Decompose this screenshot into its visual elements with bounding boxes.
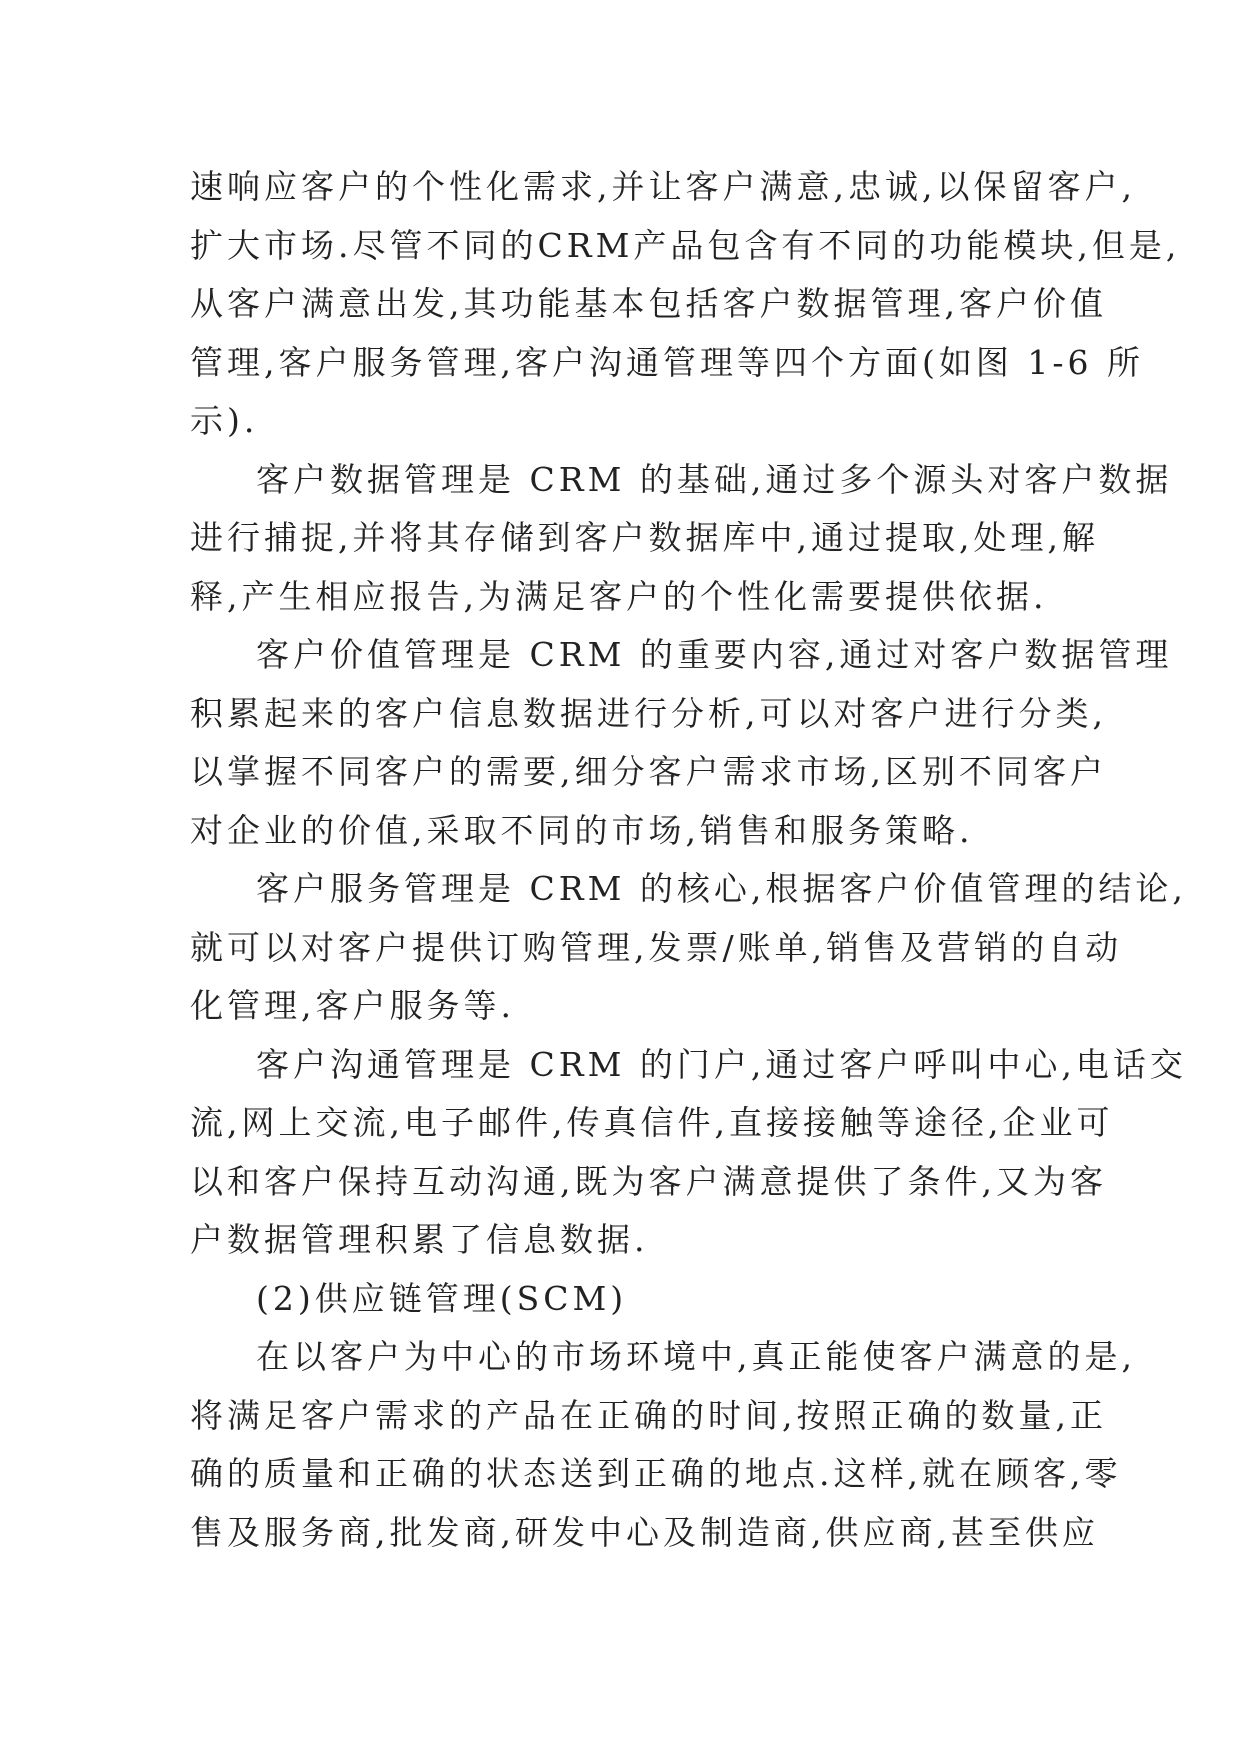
paragraph-customer-service-management (190, 860, 1187, 1036)
text-line: 速响应客户的个性化需求,并让客户满意,忠诚,以保留客户, (190, 167, 1136, 206)
paragraph-crm-functions (190, 158, 1181, 451)
paragraph-customer-value-management (190, 626, 1173, 860)
text-line: 确的质量和正确的状态送到正确的地点.这样,就在顾客,零 (190, 1454, 1122, 1493)
text-line: 释,产生相应报告,为满足客户的个性化需要提供依据. (190, 576, 1048, 616)
text-line: 客户价值管理是 CRM 的重要内容,通过对客户数据管理 (256, 635, 1173, 674)
text-line: 在以客户为中心的市场环境中,真正能使客户满意的是, (256, 1337, 1136, 1376)
text-line: 进行捕捉,并将其存储到客户数据库中,通过提取,处理,解 (190, 518, 1099, 557)
document-body (190, 158, 1187, 1562)
section-heading-scm (190, 1270, 1070, 1329)
paragraph-customer-communication-management (190, 1036, 1187, 1270)
text-line: 流,网上交流,电子邮件,传真信件,直接接触等途径,企业可 (190, 1103, 1114, 1142)
text-line: 将满足客户需求的产品在正确的时间,按照正确的数量,正 (190, 1395, 1107, 1435)
text-line: 化管理,客户服务等. (190, 986, 515, 1025)
text-line: 客户服务管理是 CRM 的核心,根据客户价值管理的结论, (256, 869, 1187, 908)
paragraph-scm-intro (190, 1328, 1136, 1562)
text-line: 以掌握不同客户的需要,细分客户需求市场,区别不同客户 (190, 752, 1107, 791)
text-line: 以和客户保持互动沟通,既为客户满意提供了条件,又为客 (190, 1161, 1107, 1201)
text-line: 售及服务商,批发商,研发中心及制造商,供应商,甚至供应 (190, 1512, 1099, 1552)
paragraph-customer-data-management (190, 451, 1173, 627)
text-line: 示). (190, 401, 259, 440)
text-line: 客户沟通管理是 CRM 的门户,通过客户呼叫中心,电话交 (256, 1044, 1187, 1084)
text-line: 积累起来的客户信息数据进行分析,可以对客户进行分类, (190, 693, 1107, 733)
text-line: 对企业的价值,采取不同的市场,销售和服务策略. (190, 810, 974, 850)
text-line: 就可以对客户提供订购管理,发票/账单,销售及营销的自动 (190, 927, 1123, 967)
text-line: 客户数据管理是 CRM 的基础,通过多个源头对客户数据 (256, 459, 1173, 499)
text-line: 扩大市场.尽管不同的CRM产品包含有不同的功能模块,但是, (190, 225, 1181, 265)
text-line: 户数据管理积累了信息数据. (190, 1220, 649, 1259)
text-line: (2)供应链管理(SCM) (256, 1278, 628, 1318)
text-line: 管理,客户服务管理,客户沟通管理等四个方面(如图 1-6 所 (190, 342, 1144, 382)
text-line: 从客户满意出发,其功能基本包括客户数据管理,客户价值 (190, 284, 1107, 323)
